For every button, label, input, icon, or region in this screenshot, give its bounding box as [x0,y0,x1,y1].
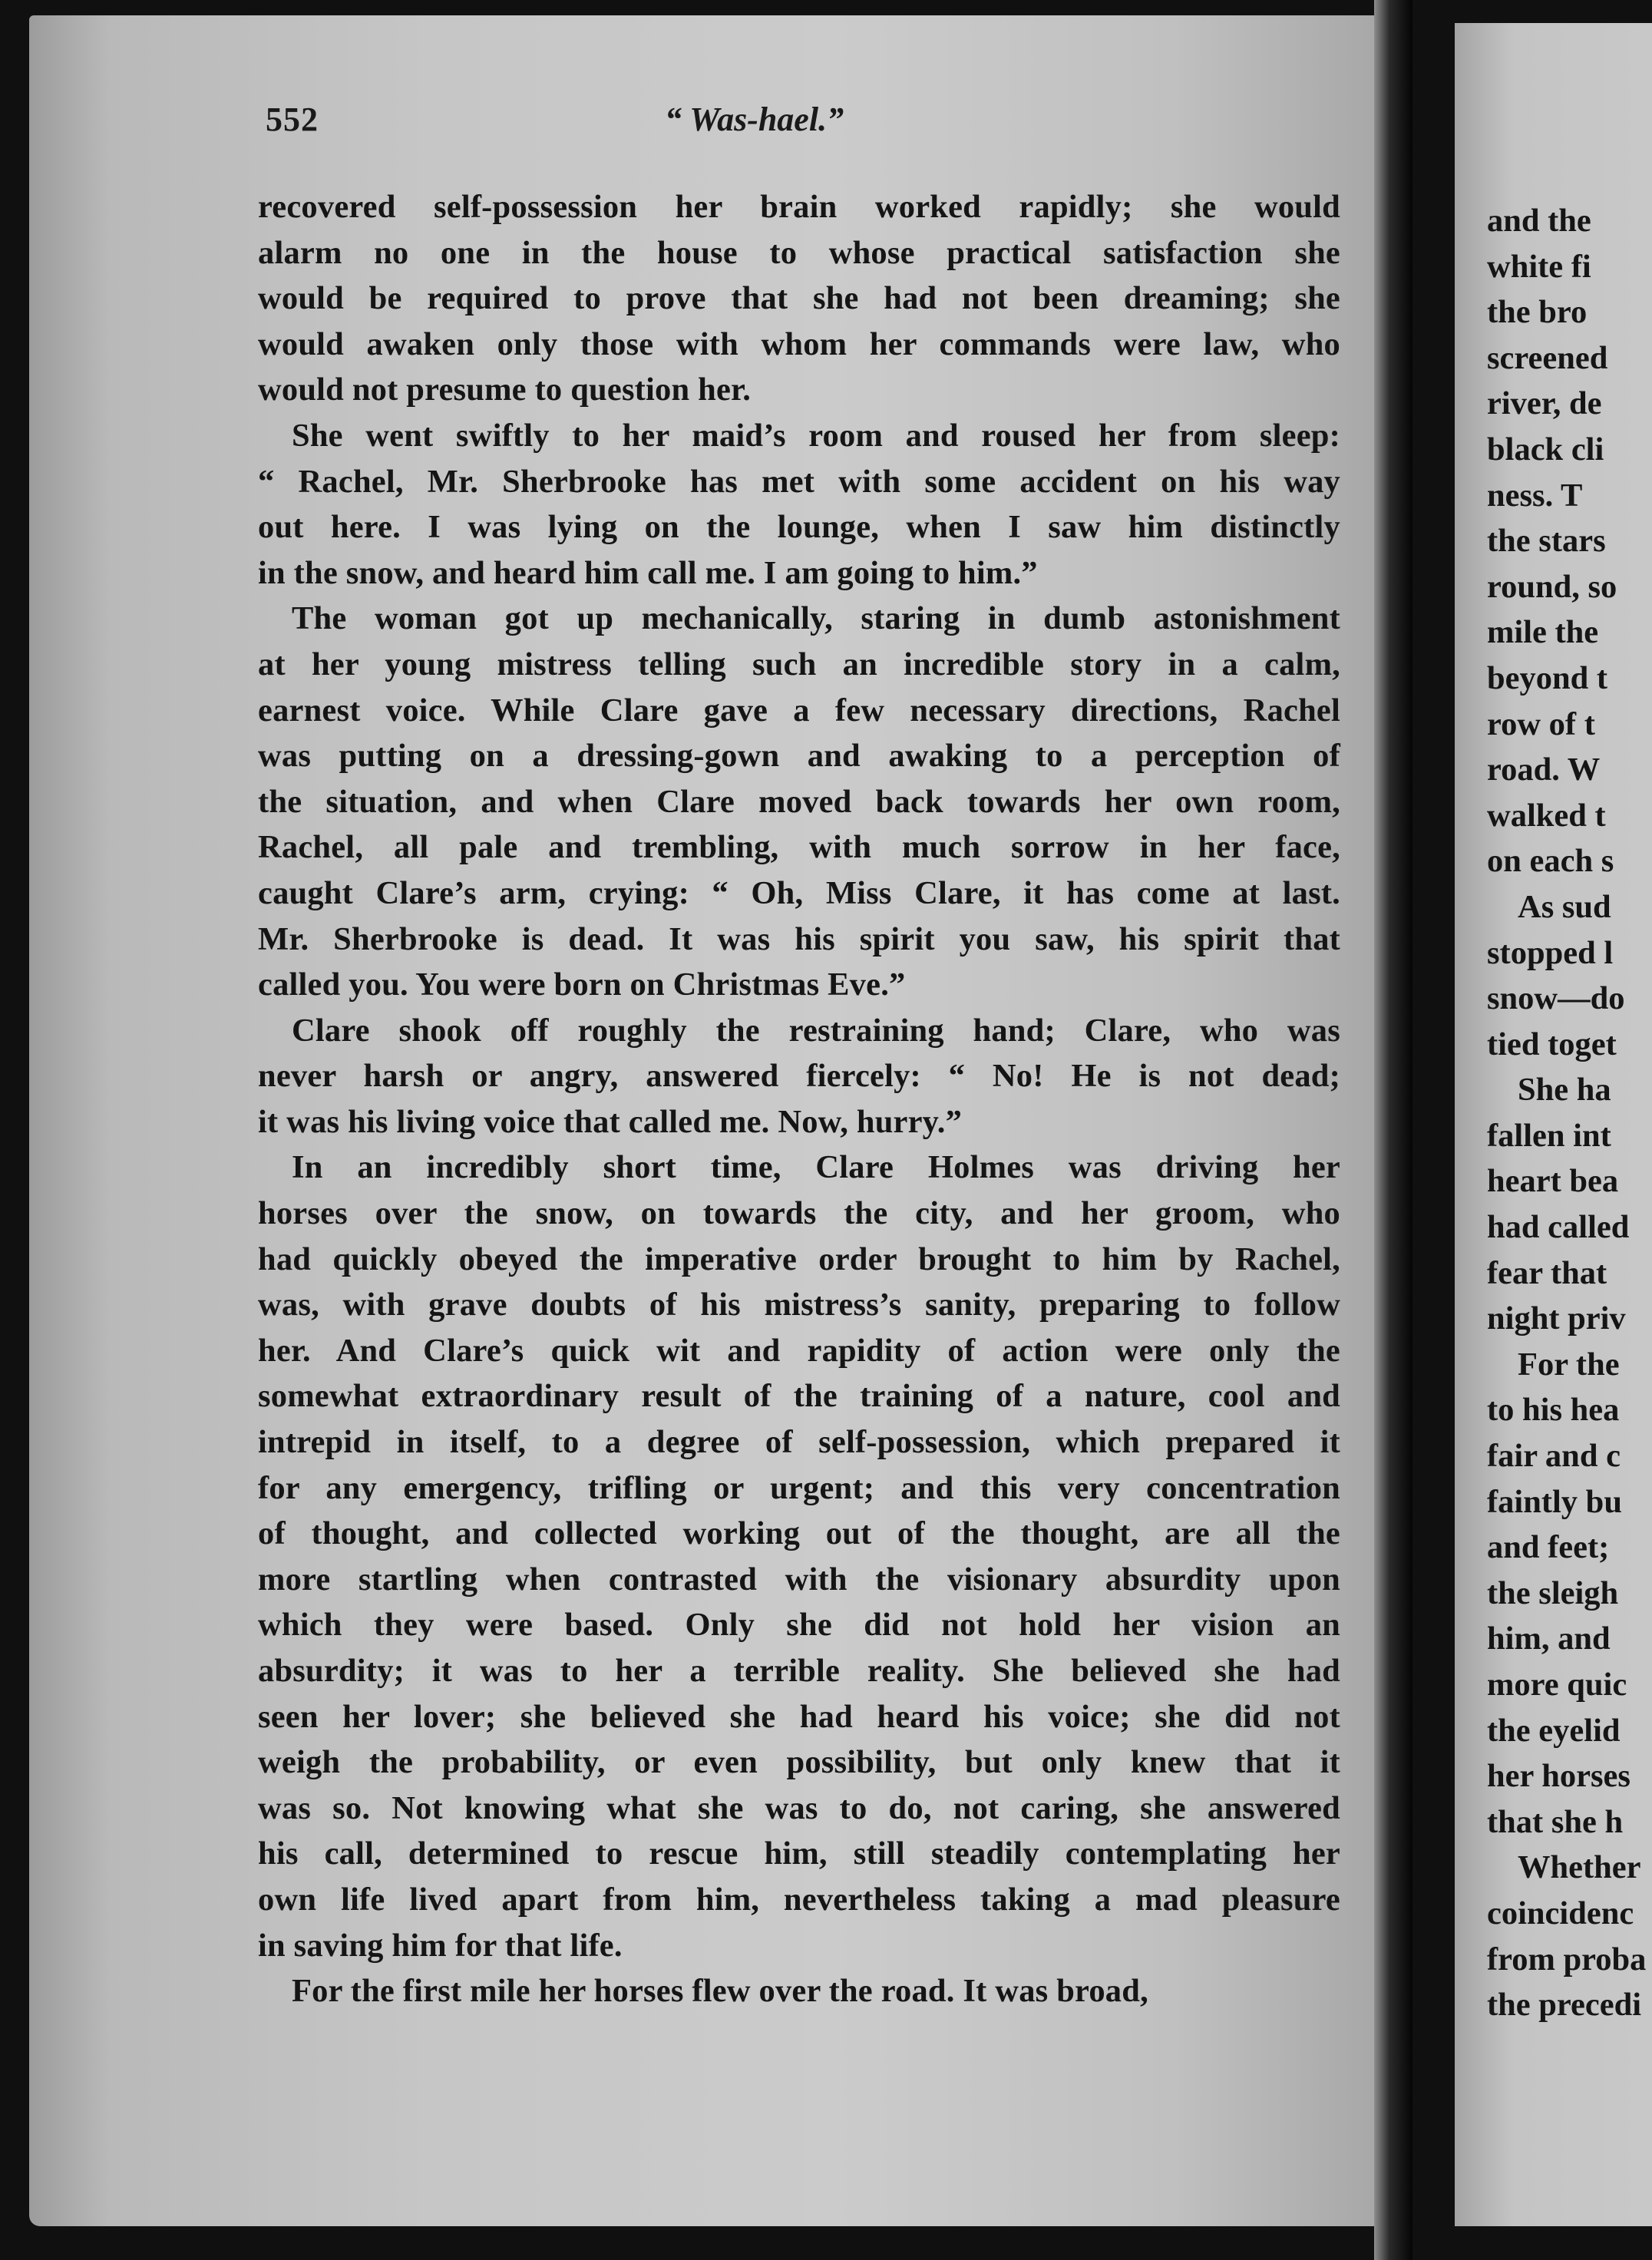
text-line: In an incredibly short time, Clare Holmes was driving her [292,1149,1340,1186]
text-line: for any emergency, trifling or urgent; and this very concentration [258,1469,1340,1506]
text-line: the situation, and when Clare moved back towards her own room, [258,783,1340,820]
text-line: from proba [1487,1941,1647,1978]
text-line: intrepid in itself, to a degree of self-possession, which prepared it [258,1424,1340,1461]
right-page-text [1487,198,1646,2028]
text-line: Clare shook off roughly the restraining hand; Clare, who was [292,1012,1340,1049]
text-line: somewhat extraordinary result of the training of a nature, cool and [258,1378,1340,1415]
text-line: “ Rachel, Mr. Sherbrooke has met with some accident on his way [258,463,1340,500]
text-line: Rachel, all pale and trembling, with much sorrow in her face, [258,829,1340,866]
text-line: of thought, and collected working out of the thought, are all the [258,1515,1340,1552]
text-line: was, with grave doubts of his mistress’s sanity, preparing to follow [258,1287,1340,1323]
text-line: As sud [1518,888,1611,925]
text-line: Whether [1518,1849,1641,1886]
text-line: horses over the snow, on towards the city, and her groom, who [258,1195,1340,1232]
text-line: row of t [1487,705,1595,742]
text-line: her horses [1487,1758,1631,1795]
text-line: night priv [1487,1300,1626,1337]
text-line: would be required to prove that she had not been dreaming; she [258,280,1340,317]
text-line: black cli [1487,431,1604,468]
text-line: would awaken only those with whom her commands were law, who [258,325,1340,362]
text-line: mile the [1487,614,1599,651]
text-line: recovered self-possession her brain worked rapidly; she would [258,189,1340,225]
text-line: For the first mile her horses flew over the road. It was broad, [292,1973,1148,2010]
text-line: his call, determined to rescue him, still steadily contemplating her [258,1835,1340,1872]
text-line: For the [1518,1346,1620,1383]
text-line: heart bea [1487,1163,1619,1200]
text-line: stopped l [1487,934,1614,971]
text-line: and feet; [1487,1529,1610,1566]
text-line: more startling when contrasted with the visionary absurdity upon [258,1561,1340,1598]
text-line: white fi [1487,248,1591,285]
text-line: round, so [1487,568,1617,605]
text-line: at her young mistress telling such an incredible story in a calm, [258,646,1340,682]
text-line: fallen int [1487,1117,1611,1154]
text-line: to his hea [1487,1392,1620,1429]
text-line: on each s [1487,843,1614,880]
text-line: Mr. Sherbrooke is dead. It was his spirit you saw, his spirit that [258,920,1340,957]
text-line: She ha [1518,1072,1611,1109]
running-title: “ Was-hael.” [665,101,844,138]
text-line: screened [1487,339,1608,376]
text-line: it was his living voice that called me. Now, hurry.” [258,1103,963,1140]
text-line: would not presume to question her. [258,372,752,408]
running-head [266,100,1325,154]
text-line: the stars [1487,523,1606,560]
text-line: which they were based. Only she did not hold her vision an [258,1607,1340,1644]
page-number: 552 [266,101,319,138]
text-line: the eyelid [1487,1712,1621,1749]
text-line: the sleigh [1487,1574,1619,1611]
text-line: road. W [1487,752,1601,788]
text-line: fair and c [1487,1438,1621,1475]
text-line: The woman got up mechanically, staring in dumb astonishment [292,600,1340,637]
text-line: out here. I was lying on the lounge, when I saw him distinctly [258,509,1340,546]
text-line: fear that [1487,1254,1607,1291]
text-line: him, and [1487,1621,1611,1657]
book-gutter [1374,0,1412,2260]
text-line: river, de [1487,385,1602,422]
text-line: more quic [1487,1667,1627,1703]
right-page [1455,23,1652,2226]
text-line: walked t [1487,797,1606,834]
text-line: was putting on a dressing-gown and awaking to a perception of [258,738,1340,775]
text-line: in the snow, and heard him call me. I am going to him.” [258,554,1038,591]
text-line: coincidenc [1487,1895,1634,1931]
text-line: alarm no one in the house to whose practical satisfaction she [258,234,1340,271]
text-line: in saving him for that life. [258,1927,623,1964]
text-line: own life lived apart from him, nevertheless taking a mad pleasure [258,1881,1340,1918]
text-line: absurdity; it was to her a terrible reality. She believed she had [258,1653,1340,1689]
text-line: seen her lover; she believed she had heard his voice; she did not [258,1698,1340,1735]
text-line: tied toget [1487,1026,1617,1062]
text-line: weigh the probability, or even possibility, but only knew that it [258,1744,1340,1781]
text-line: caught Clare’s arm, crying: “ Oh, Miss Clare, it has come at last. [258,874,1340,911]
text-line: ness. T [1487,477,1583,514]
text-line: snow—do [1487,980,1625,1017]
left-page-body-text [258,184,1340,2014]
text-line: had called [1487,1209,1630,1246]
text-line: her. And Clare’s quick wit and rapidity of action were only the [258,1332,1340,1369]
text-line: the bro [1487,294,1588,331]
text-line: earnest voice. While Clare gave a few necessary directions, Rachel [258,692,1340,729]
text-line: and the [1487,203,1591,239]
text-line: She went swiftly to her maid’s room and roused her from sleep: [292,417,1340,454]
text-line: that she h [1487,1803,1624,1840]
text-line: beyond t [1487,659,1608,696]
text-line: faintly bu [1487,1483,1622,1520]
text-line: had quickly obeyed the imperative order brought to him by Rachel, [258,1241,1340,1277]
text-line: never harsh or angry, answered fiercely: “ No! He is not dead; [258,1058,1340,1095]
text-line: the precedi [1487,1987,1642,2024]
text-line: called you. You were born on Christmas Eve.” [258,966,906,1003]
text-line: was so. Not knowing what she was to do, not caring, she answered [258,1789,1340,1826]
